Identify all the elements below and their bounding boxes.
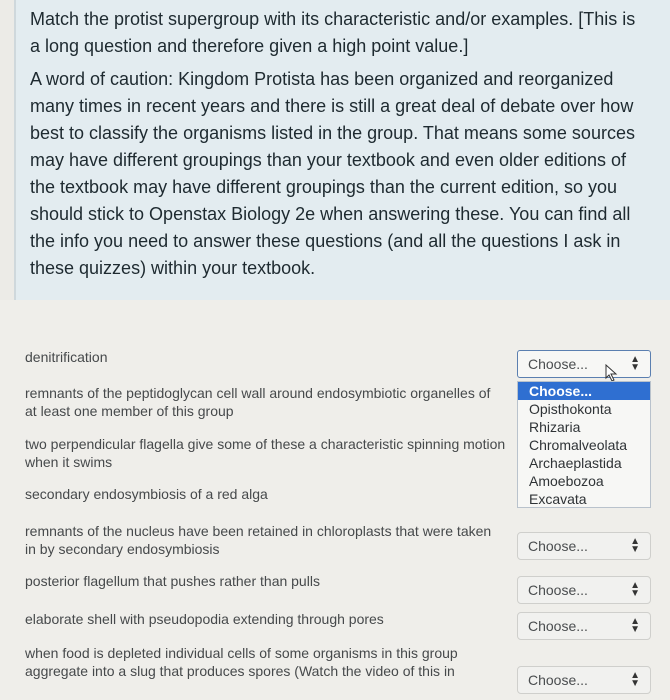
dropdown-option[interactable]: Rhizaria bbox=[529, 419, 581, 435]
supergroup-select[interactable] bbox=[517, 666, 651, 694]
select-arrows-icon: ▲ ▼ bbox=[630, 616, 640, 635]
supergroup-select[interactable] bbox=[517, 612, 651, 640]
match-prompt: two perpendicular flagella give some of these a characteristic spinning motion when it swims bbox=[25, 436, 506, 470]
match-prompt: elaborate shell with pseudopodia extending through pores bbox=[25, 611, 384, 627]
select-value: Choose... bbox=[528, 356, 588, 372]
dropdown-option[interactable]: Opisthokonta bbox=[529, 401, 612, 417]
select-arrows-icon: ▲ ▼ bbox=[630, 580, 640, 599]
select-arrows-icon: ▲ ▼ bbox=[630, 536, 640, 555]
dropdown-option[interactable]: Choose... bbox=[518, 382, 650, 400]
supergroup-select[interactable] bbox=[517, 576, 651, 604]
question-title: Match the protist supergroup with its characteristic and/or examples. [This is a long question and therefore given a high point value.] bbox=[30, 9, 636, 56]
match-prompt: when food is depleted individual cells of some organisms in this group aggregate into a slug that produces spores (Watch the video of this in bbox=[25, 645, 458, 679]
select-value: Choose... bbox=[528, 618, 588, 634]
select-arrows-icon: ▲ ▼ bbox=[630, 670, 640, 689]
dropdown-option[interactable]: Archaeplastida bbox=[529, 455, 622, 471]
select-value: Choose... bbox=[528, 538, 588, 554]
dropdown-option[interactable]: Excavata bbox=[529, 491, 587, 507]
select-arrows-icon: ▲ ▼ bbox=[630, 354, 640, 373]
question-body: A word of caution: Kingdom Protista has been organized and reorganized many times in recent years and there is still a great deal of debate over how best to classify the organisms listed in the group. That means some sources may have different groupings than your textbook and even older editions of the textbook may have different groupings than the current edition, so you should stick to Openstax Biology 2e when answering these. You can find all the info you need to answer these questions (and all the questions I ask in these quizzes) within your textbook. bbox=[30, 69, 635, 278]
match-prompt: remnants of the nucleus have been retained in chloroplasts that were taken in by secondary endosymbiosis bbox=[25, 523, 492, 557]
supergroup-select[interactable] bbox=[517, 350, 651, 378]
select-value: Choose... bbox=[528, 582, 588, 598]
match-prompt: posterior flagellum that pushes rather than pulls bbox=[25, 573, 320, 589]
mouse-pointer-icon bbox=[604, 364, 620, 382]
select-value: Choose... bbox=[528, 672, 588, 688]
match-prompt: secondary endosymbiosis of a red alga bbox=[25, 486, 268, 502]
supergroup-select[interactable] bbox=[517, 532, 651, 560]
match-prompt: remnants of the peptidoglycan cell wall around endosymbiotic organelles of at least one member of this group bbox=[25, 385, 491, 419]
supergroup-dropdown-list[interactable] bbox=[517, 381, 651, 508]
match-prompt: denitrification bbox=[25, 349, 108, 365]
dropdown-option[interactable]: Amoebozoa bbox=[529, 473, 604, 489]
dropdown-option[interactable]: Chromalveolata bbox=[529, 437, 628, 453]
